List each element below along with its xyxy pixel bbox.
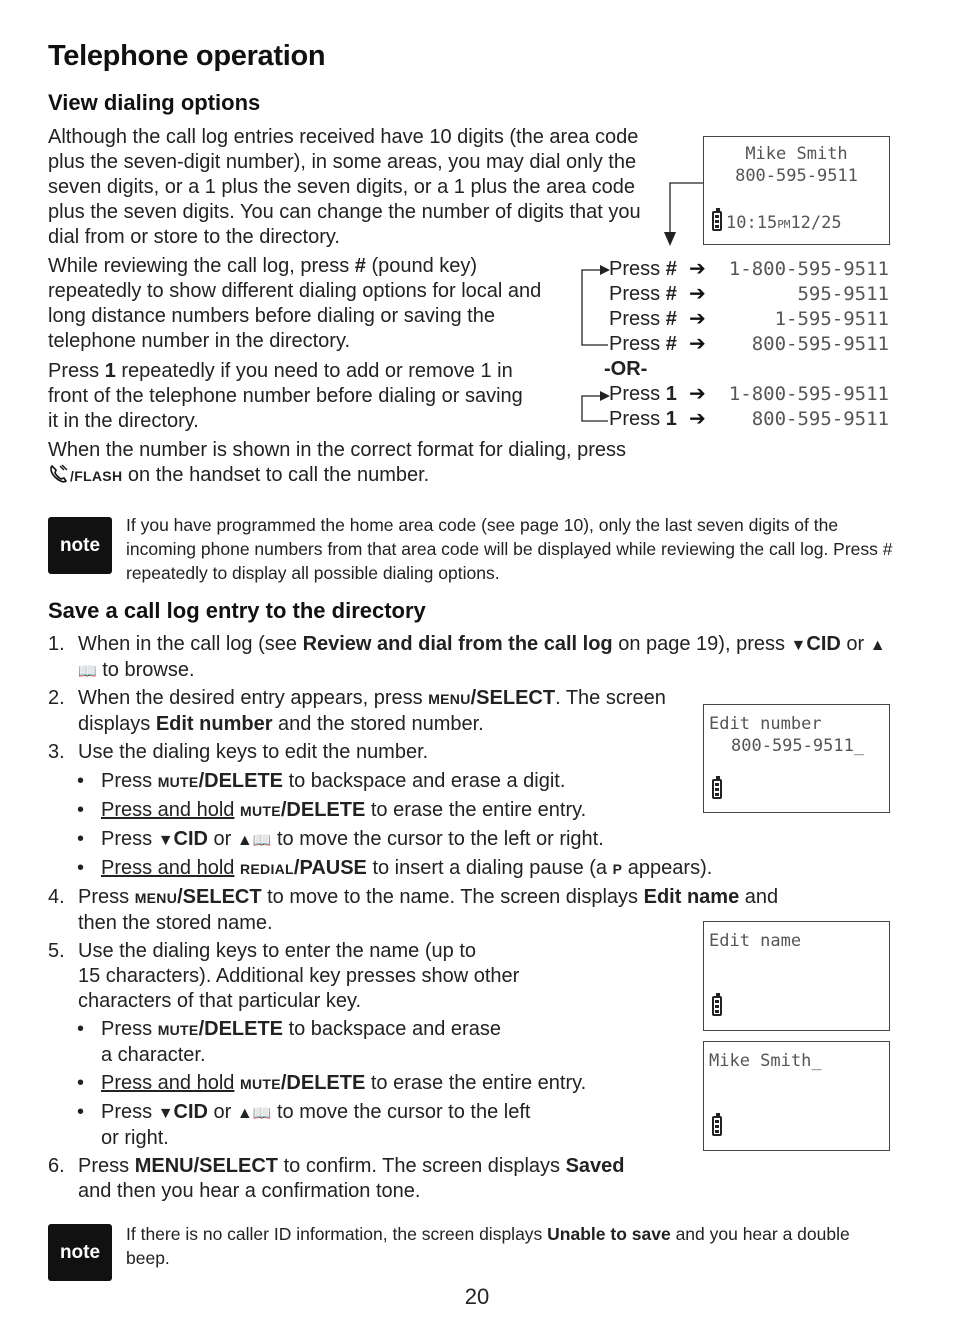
screen-line2: 800-595-9511_ <box>731 736 865 756</box>
cid-key: CID <box>173 1101 208 1123</box>
text: or right. <box>101 1127 169 1149</box>
text: repeatedly if you need to add or remove 1 in front of the telephone number before dialing or saving it in the directory. <box>48 360 523 432</box>
text: Use the dialing keys to enter the name (up to <box>78 940 477 962</box>
screen-line1: Edit name <box>709 931 802 951</box>
flash-key: /FLASH <box>70 468 123 484</box>
note-text: If you have programmed the home area code (see page 10), only the last seven digits of the incoming phone numbers from that area code will be displayed while reviewing the call log. Press # repeatedly to display all possible dialing options. <box>126 515 893 583</box>
mute-key: MUTE <box>157 1022 199 1038</box>
text: Press <box>101 828 158 850</box>
number: 1-800-595-9511 <box>728 258 889 280</box>
section-heading-view-dialing: View dialing options <box>48 90 261 115</box>
bullet: • <box>77 828 85 850</box>
text: or <box>207 1101 237 1123</box>
pound-key: # <box>354 255 366 277</box>
p-char: P <box>612 861 623 877</box>
number: 800-595-9511 <box>751 333 889 355</box>
screen-number: 800-595-9511 <box>735 166 858 186</box>
up-arrow-icon: ▲ <box>869 637 886 654</box>
screen-line1: Edit number <box>709 714 822 734</box>
up-arrow-icon: ▲ <box>236 1105 253 1122</box>
bullet: • <box>77 799 85 821</box>
text: to erase the entire entry. <box>365 799 587 821</box>
connector-arrow <box>660 180 706 250</box>
battery-icon <box>712 211 722 231</box>
text: Press <box>101 770 158 792</box>
text: appears). <box>622 857 713 879</box>
mute-key: MUTE <box>239 803 281 819</box>
ampm: PM <box>777 218 791 231</box>
bullet: • <box>77 857 85 879</box>
text: Press <box>101 1101 158 1123</box>
step-number: 1. <box>48 633 65 655</box>
text: Press <box>78 1155 135 1177</box>
or-label: -OR- <box>604 358 648 380</box>
key: 1 <box>665 408 677 430</box>
key: # <box>665 308 677 330</box>
cid-key: CID <box>173 828 208 850</box>
text: When in the call log (see <box>78 633 303 655</box>
text: characters of that particular key. <box>78 990 362 1012</box>
text: While reviewing the call log, press <box>48 255 355 277</box>
page-number: 20 <box>464 1284 490 1309</box>
menu-select-key: MENU/SELECT <box>134 1155 279 1177</box>
arrow-icon: ➔ <box>689 308 706 330</box>
arrow-icon: ➔ <box>689 283 706 305</box>
text: Use the dialing keys to edit the number. <box>78 741 429 763</box>
text: Press <box>101 1018 158 1040</box>
text: to move the cursor to the left or right. <box>271 828 604 850</box>
number: 595-9511 <box>797 283 889 305</box>
note-badge: note <box>48 517 112 574</box>
text: and then you hear a confirmation tone. <box>78 1180 421 1202</box>
date: 12/25 <box>790 213 842 233</box>
mute-key: MUTE <box>157 774 199 790</box>
screen-time <box>726 212 842 236</box>
text: a character. <box>101 1044 206 1066</box>
text: to insert a dialing pause (a <box>366 857 613 879</box>
page-title: Telephone operation <box>48 40 326 72</box>
text: on the handset to call the number. <box>122 464 430 486</box>
book-icon: 📖 <box>252 1105 272 1122</box>
step3-bullet-1 <box>77 769 717 794</box>
text: and you hear a double beep. <box>126 1224 850 1268</box>
text: . The screen displays <box>78 687 666 735</box>
step3-bullet-2 <box>77 798 717 823</box>
select-key: /SELECT <box>470 687 556 709</box>
step-number: 6. <box>48 1155 65 1177</box>
lcd-screen-edit-number <box>703 704 890 813</box>
text: and <box>739 886 779 908</box>
bullet: • <box>77 1101 85 1123</box>
one-key: 1 <box>104 360 116 382</box>
bold-text: Edit name <box>643 886 740 908</box>
label: Press <box>609 308 661 330</box>
book-icon: 📖 <box>78 663 97 680</box>
bold-text: Saved <box>565 1155 625 1177</box>
step5-bullet-3 <box>77 1100 677 1150</box>
bullet: • <box>77 1072 85 1094</box>
lcd-screen-name-entry <box>703 1041 890 1151</box>
step3-bullet-4 <box>77 856 857 881</box>
text: and the stored number. <box>272 713 484 735</box>
sequence2-row-2 <box>609 408 889 433</box>
delete-key: /DELETE <box>280 1072 366 1094</box>
arrow-icon: ➔ <box>689 408 706 430</box>
sequence-row-3 <box>609 308 889 333</box>
underlined-text: Press and hold <box>101 799 235 821</box>
sequence2-row-1 <box>609 383 889 408</box>
arrow-icon: ➔ <box>689 333 706 355</box>
number: 800-595-9511 <box>751 408 889 430</box>
bold-text: Unable to save <box>547 1224 671 1244</box>
underlined-text: Press and hold <box>101 857 235 879</box>
lcd-screen-edit-name <box>703 921 890 1031</box>
note-badge-2: note <box>48 1224 112 1281</box>
arrow-icon: ➔ <box>689 258 706 280</box>
text: or <box>840 633 870 655</box>
label: Press <box>609 383 661 405</box>
text: When the desired entry appears, press <box>78 687 429 709</box>
text: or <box>207 828 237 850</box>
down-arrow-icon: ▼ <box>790 637 807 654</box>
up-arrow-icon: ▲ <box>236 832 253 849</box>
talk-phone-icon <box>48 463 70 485</box>
text: to move to the name. The screen displays <box>261 886 644 908</box>
lcd-screen-caller <box>703 136 890 245</box>
step3-bullet-3 <box>77 827 717 852</box>
text: Press <box>78 886 135 908</box>
time: 10:15 <box>726 213 778 233</box>
step-3 <box>48 740 698 765</box>
screen-line1: Mike Smith_ <box>709 1051 822 1071</box>
note-text-2 <box>126 1222 896 1270</box>
battery-icon <box>712 996 722 1016</box>
key: # <box>665 283 677 305</box>
text: to move the cursor to the left <box>271 1101 531 1123</box>
number: 1-595-9511 <box>774 308 889 330</box>
text: to backspace and erase a digit. <box>283 770 566 792</box>
text: to browse. <box>96 659 195 681</box>
step-2 <box>48 686 698 736</box>
text: When the number is shown in the correct format for dialing, press <box>48 439 627 461</box>
sequence-row-4 <box>609 333 889 358</box>
paragraph-intro: Although the call log entries received have 10 digits (the area code plus the seven-digit number), in some areas, you may dial only the seven digits, or a 1 plus the seven digits, or a 1 plus the area code plus the seven digits. You can change the number of digits that you dial from or store to the directory. <box>48 126 641 248</box>
redial-key: REDIAL <box>239 861 294 877</box>
text: If there is no caller ID information, the screen displays <box>126 1224 548 1244</box>
bold-text: Review and dial from the call log <box>302 633 613 655</box>
step-6 <box>48 1154 708 1204</box>
text: Press <box>48 360 105 382</box>
text: 15 characters). Additional key presses show other <box>78 965 520 987</box>
text: on page 19), press <box>612 633 791 655</box>
step-1 <box>48 632 898 682</box>
step-number: 5. <box>48 940 65 962</box>
text: then the stored name. <box>78 912 273 934</box>
label: Press <box>609 408 661 430</box>
step-5 <box>48 939 648 1014</box>
battery-icon <box>712 779 722 799</box>
book-icon: 📖 <box>252 832 272 849</box>
battery-icon <box>712 1116 722 1136</box>
bold-text: Edit number <box>155 713 273 735</box>
step5-bullet-2 <box>77 1071 677 1096</box>
delete-key: /DELETE <box>198 1018 284 1040</box>
step-number: 4. <box>48 886 65 908</box>
sequence-row-1 <box>609 258 889 283</box>
number: 1-800-595-9511 <box>728 383 889 405</box>
key: # <box>665 258 677 280</box>
arrow-icon: ➔ <box>689 383 706 405</box>
menu-key: MENU <box>134 890 178 906</box>
paragraph-press-one <box>48 359 538 434</box>
key: 1 <box>665 383 677 405</box>
text: to confirm. The screen displays <box>278 1155 566 1177</box>
sequence-bracket <box>576 262 612 432</box>
text: to backspace and erase <box>283 1018 501 1040</box>
mute-key: MUTE <box>239 1076 281 1092</box>
cid-key: CID <box>806 633 841 655</box>
down-arrow-icon: ▼ <box>157 1105 174 1122</box>
screen-name: Mike Smith <box>745 144 848 164</box>
step5-bullet-1 <box>77 1017 677 1067</box>
label: Press <box>609 333 661 355</box>
menu-key: MENU <box>428 691 471 707</box>
key: # <box>665 333 677 355</box>
delete-key: /DELETE <box>280 799 366 821</box>
underlined-text: Press and hold <box>101 1072 235 1094</box>
label: Press <box>609 283 661 305</box>
delete-key: /DELETE <box>198 770 284 792</box>
step-number: 2. <box>48 687 65 709</box>
bullet: • <box>77 1018 85 1040</box>
text: to erase the entire entry. <box>365 1072 587 1094</box>
select-key: /SELECT <box>177 886 262 908</box>
paragraph-press-pound <box>48 254 568 354</box>
paragraph-flash <box>48 438 648 489</box>
label: Press <box>609 258 661 280</box>
text: (pound key) repeatedly to show different dialing options for local and long distance numbers before dialing or saving the telephone number in the directory. <box>48 255 542 352</box>
down-arrow-icon: ▼ <box>157 832 174 849</box>
sequence-row-2 <box>609 283 889 308</box>
pause-key: /PAUSE <box>293 857 367 879</box>
section-heading-save-entry: Save a call log entry to the directory <box>48 598 426 623</box>
step-number: 3. <box>48 741 65 763</box>
bullet: • <box>77 770 85 792</box>
